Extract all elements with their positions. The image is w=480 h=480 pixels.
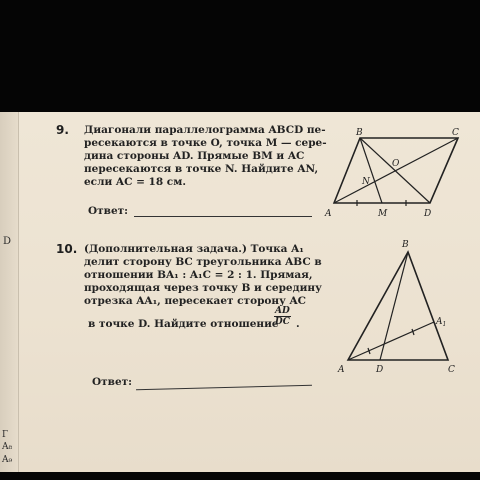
edge-fragment-2: A₈	[2, 442, 13, 452]
edge-fragment-1: Г	[2, 430, 8, 440]
parallelogram-figure	[320, 128, 470, 220]
point-label-n: N	[362, 177, 370, 187]
edge-fragment-3: A₉	[2, 455, 13, 465]
problem-10-line-5: отрезка AA₁, пересекает сторону AC	[84, 295, 306, 307]
point-label-d: D	[376, 365, 384, 375]
problem-9-line-2: ресекаются в точке O, точка M — сере-	[84, 137, 327, 149]
problem-10-line-6: в точке D. Найдите отношение	[88, 318, 279, 330]
problem-10-line-2: делит сторону BC треугольника ABC в	[84, 256, 322, 268]
problem-9-answer-label: Ответ:	[88, 205, 129, 217]
problem-10-line-3: отношении BA₁ : A₁C = 2 : 1. Прямая,	[84, 269, 313, 281]
problem-9-line-3: дина стороны AD. Прямые BM и AC	[84, 150, 305, 162]
problem-10-answer-label: Ответ:	[92, 376, 133, 388]
triangle-figure	[330, 236, 470, 376]
fraction-denominator: DC	[274, 317, 290, 327]
problem-10-line-4: проходящая через точку B и середину	[84, 282, 322, 294]
problem-9-line-5: если AC = 18 см.	[84, 176, 186, 188]
previous-page-edge	[0, 112, 19, 472]
vertex-label-c: C	[452, 128, 459, 138]
fraction-numerator: AD	[275, 306, 290, 316]
problem-9-answer-line[interactable]	[134, 216, 312, 217]
point-label-a1: $A_1$	[436, 317, 447, 328]
vertex-label-d: D	[424, 209, 432, 219]
vertex-label-c: C	[448, 365, 455, 375]
vertex-label-a: A	[338, 365, 345, 375]
fraction-ad-dc	[274, 306, 291, 327]
fraction-period: .	[296, 318, 300, 330]
vertex-label-a: A	[325, 209, 332, 219]
problem-10-line-1: (Дополнительная задача.) Точка A₁	[84, 243, 304, 255]
problem-9-number: 9.	[56, 123, 69, 137]
vertex-label-b: B	[356, 128, 363, 138]
problem-9-line-4: пересекаются в точке N. Найдите AN,	[84, 163, 319, 175]
point-label-o: O	[392, 159, 400, 169]
edge-letter-d: D	[3, 236, 12, 247]
vertex-label-b: B	[402, 240, 409, 250]
problem-10-number: 10.	[56, 242, 78, 256]
point-label-m: M	[378, 209, 388, 219]
problem-9-line-1: Диагонали параллелограмма ABCD пе-	[84, 124, 326, 136]
